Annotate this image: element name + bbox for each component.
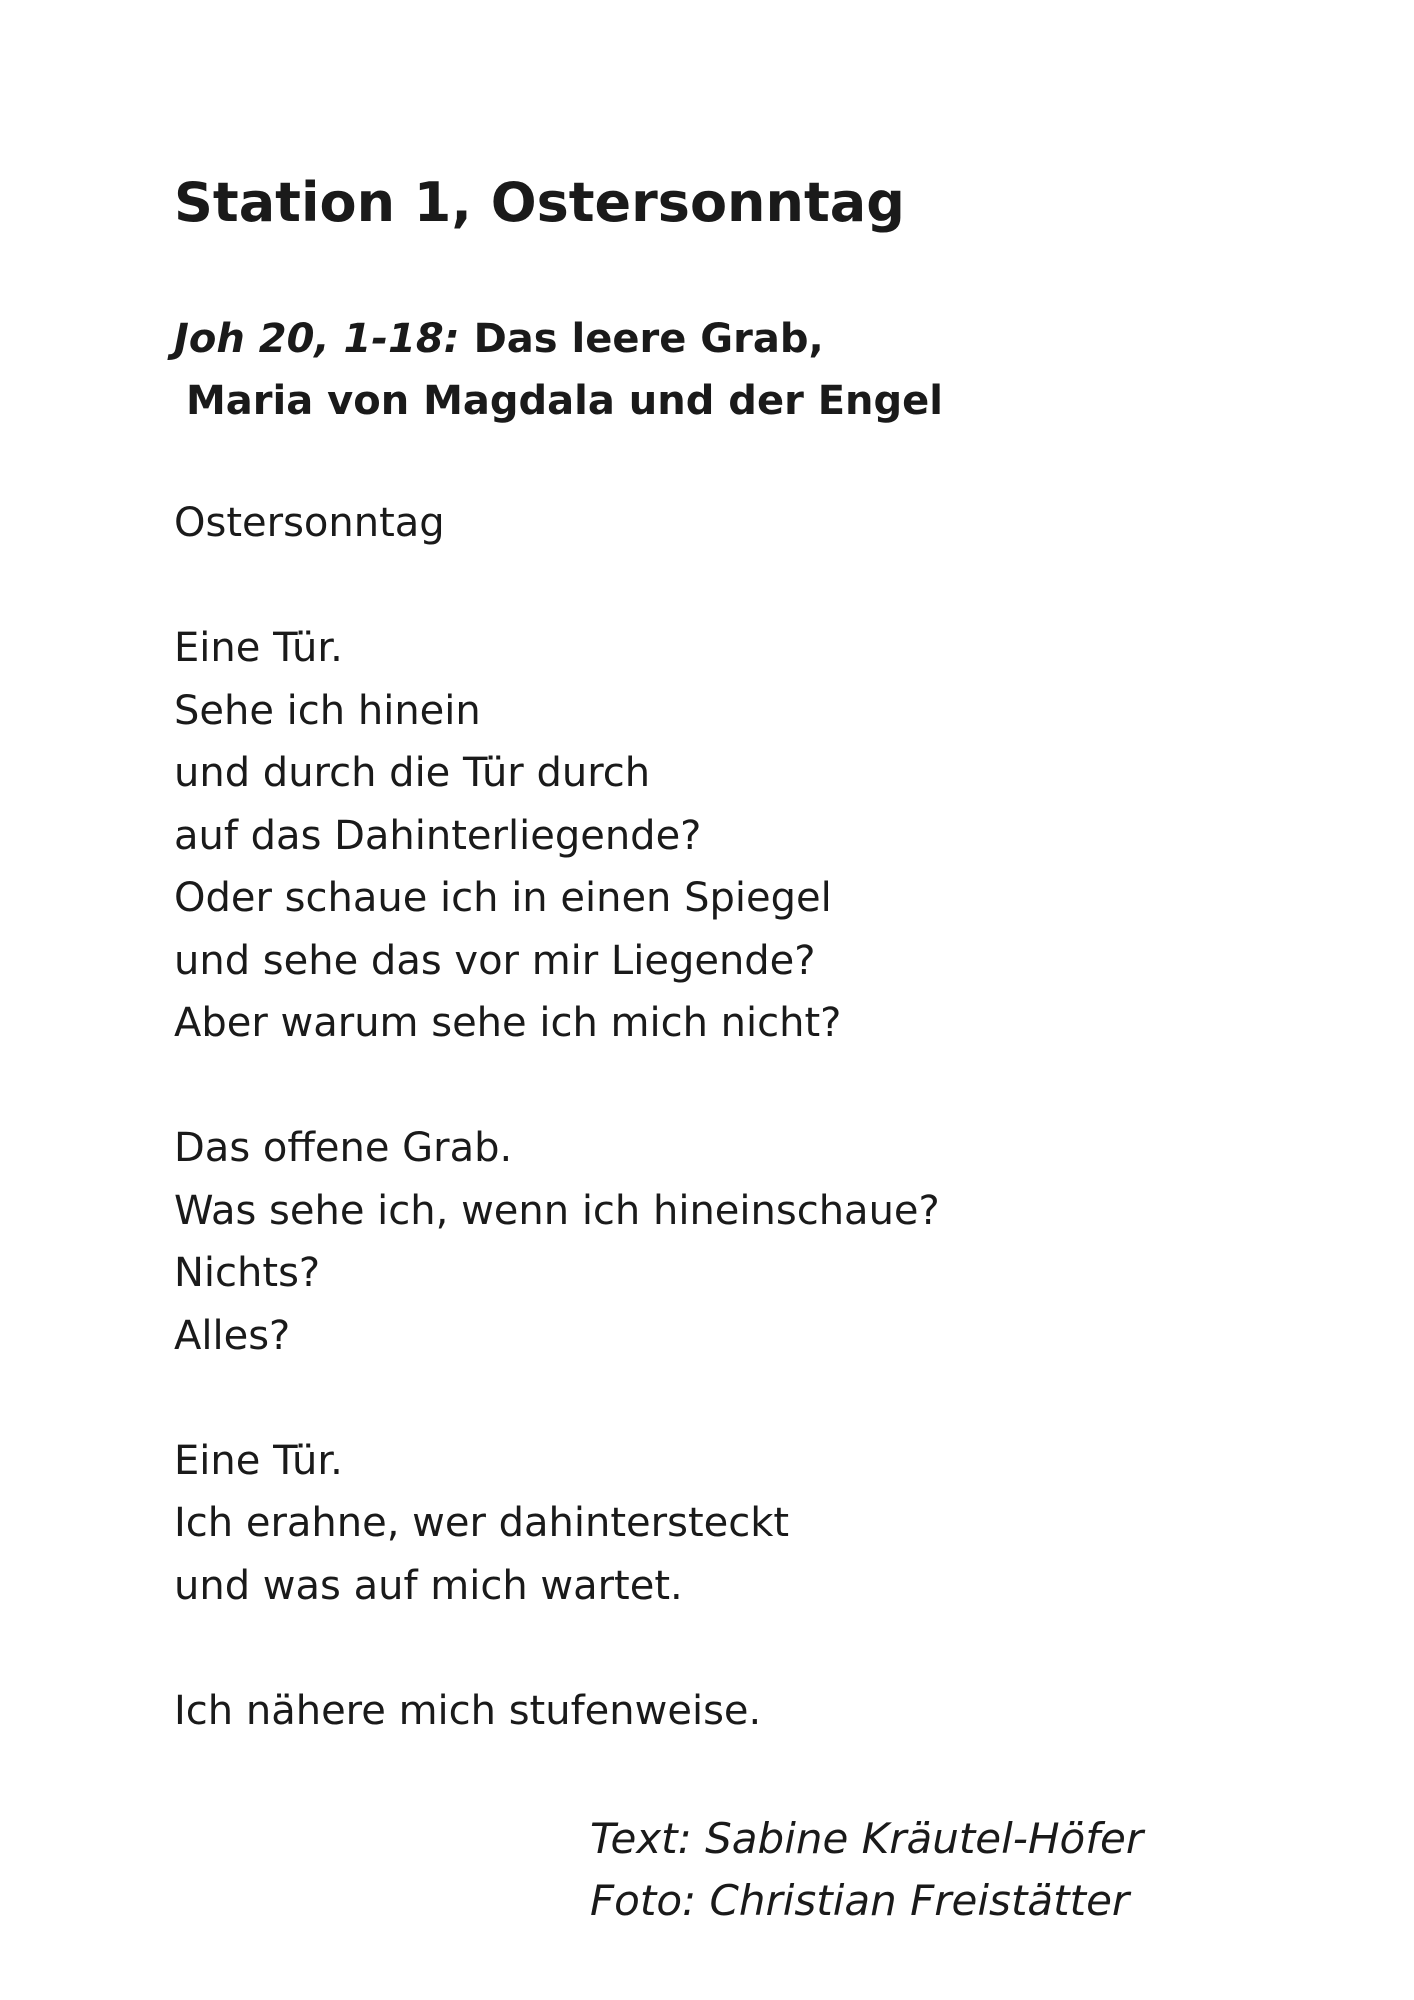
poem-line: Sehe ich hinein: [174, 687, 481, 734]
poem-line: Eine Tür.: [174, 1437, 343, 1484]
stanza-1: [174, 617, 940, 1055]
poem-line: Das offene Grab.: [174, 1125, 513, 1171]
text-credit: Text: Sabine Kräutel-Höfer: [590, 1814, 1144, 1863]
stanza-2: [174, 1117, 940, 1367]
poem-line: Aber warum sehe ich mich nicht?: [174, 1000, 842, 1046]
stanza-3: [174, 1430, 940, 1618]
poem-heading: Ostersonntag: [174, 500, 445, 546]
poem-line: auf das Dahinterliegende?: [174, 812, 702, 859]
poem-line: Nichts?: [174, 1250, 321, 1296]
poem-line: Was sehe ich, wenn ich hineinschaue?: [174, 1187, 940, 1234]
poem-closing-line: Ich nähere mich stufenweise.: [174, 1687, 762, 1734]
poem-line: und sehe das vor mir Liegende?: [174, 937, 816, 984]
credits: [590, 1808, 1143, 1932]
poem-line: Alles?: [174, 1312, 291, 1359]
photo-credit: Foto: Christian Freistätter: [590, 1876, 1130, 1925]
stanza-gap: [174, 555, 940, 618]
scripture-reading: [174, 308, 943, 432]
poem: [174, 492, 940, 1742]
page-title: Station 1, Ostersonntag: [174, 171, 905, 234]
poem-line: Ich erahne, wer dahintersteckt: [174, 1500, 790, 1546]
poem-line: Eine Tür.: [174, 625, 343, 671]
stanza-gap: [174, 1617, 940, 1680]
poem-line: und durch die Tür durch: [174, 750, 651, 796]
reading-title-line-2: Maria von Magdala und der Engel: [186, 378, 943, 424]
poem-line: und was auf mich wartet.: [174, 1562, 683, 1609]
poem-line: Oder schaue ich in einen Spiegel: [174, 875, 832, 921]
stanza-gap: [174, 1367, 940, 1430]
scripture-reference: Joh 20, 1-18:: [174, 316, 460, 362]
stanza-gap: [174, 1055, 940, 1118]
reading-title-line-1: Das leere Grab,: [473, 316, 824, 362]
